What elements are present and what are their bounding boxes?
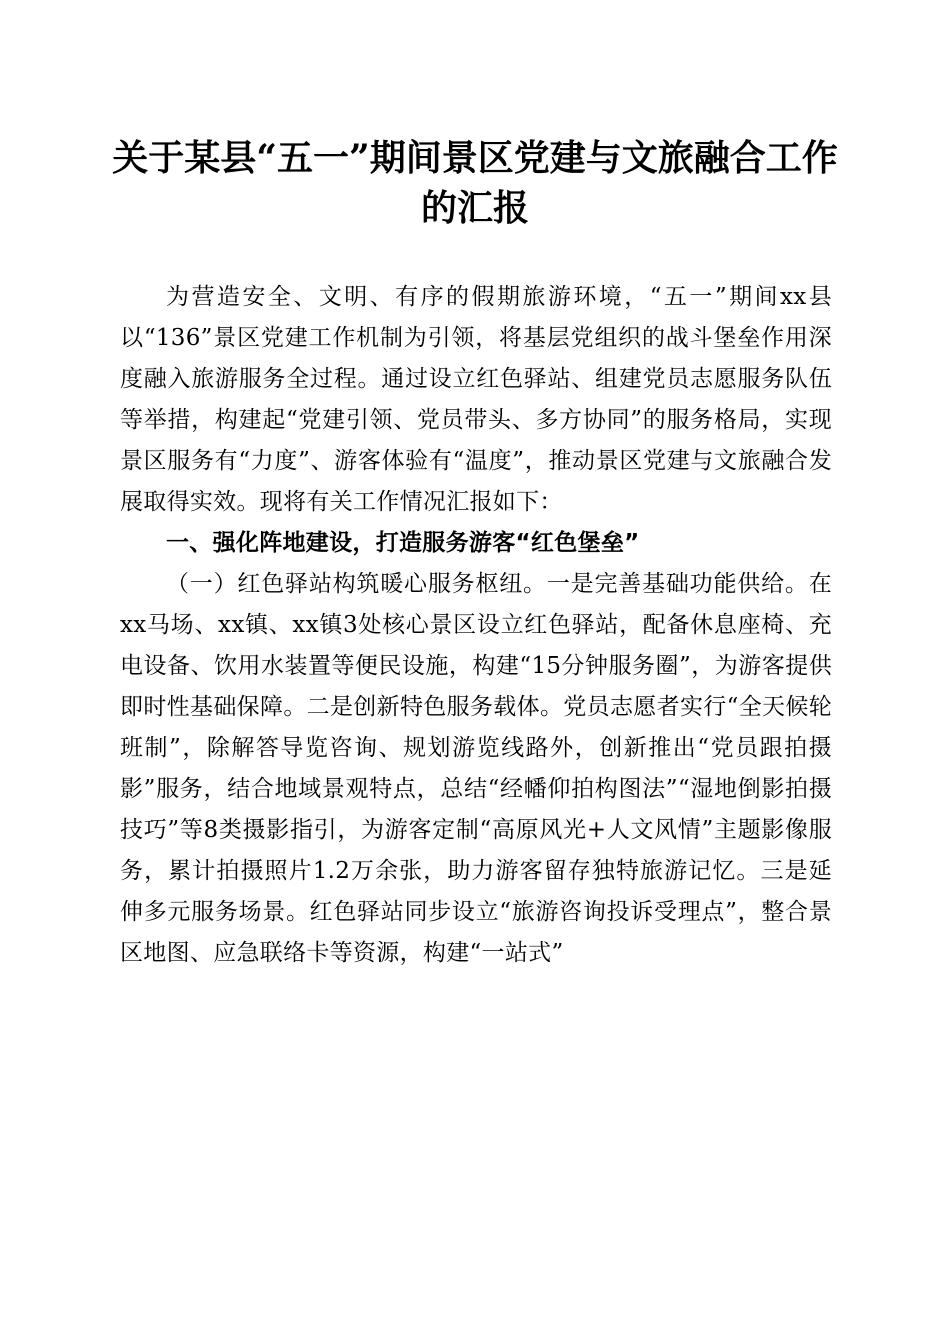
section-heading: 一、强化阵地建设，打造服务游客“红色堡垒”	[166, 530, 640, 556]
intro-paragraph: 为营造安全、文明、有序的假期旅游环境，“五一”期间xx县以“136”景区党建工作机制为引领，将基层党组织的战斗堡垒作用深度融入旅游服务全过程。通过设立红色驿站、组建党员志愿服务队伍等举措，构建起“党建引领、党员带头、多方协同”的服务格局，实现景区服务有“力度”、游客体验有“温度”，推动景区党建与文旅融合发展取得实效。现将有关工作情况汇报如下：	[120, 284, 832, 515]
document-title: 关于某县“五一”期间景区党建与文旅融合工作的汇报	[112, 137, 838, 229]
document-body	[120, 277, 832, 974]
section-paragraph: （一）红色驿站构筑暖心服务枢纽。一是完善基础功能供给。在xx马场、xx镇、xx镇3处核心景区设立红色驿站，配备休息座椅、充电设备、饮用水装置等便民设施，构建“15分钟服务圈”，为游客提供即时性基础保障。二是创新特色服务载体。党员志愿者实行“全天候轮班制”，除解答导览咨询、规划游览线路外，创新推出“党员跟拍摄影”服务，结合地域景观特点，总结“经幡仰拍构图法”“湿地倒影拍摄技巧”等8类摄影指引，为游客定制“高原风光+人文风情”主题影像服务，累计拍摄照片1.2万余张，助力游客留存独特旅游记忆。三是延伸多元服务场景。红色驿站同步设立“旅游咨询投诉受理点”，整合景区地图、应急联络卡等资源，构建“一站式”	[120, 571, 832, 966]
